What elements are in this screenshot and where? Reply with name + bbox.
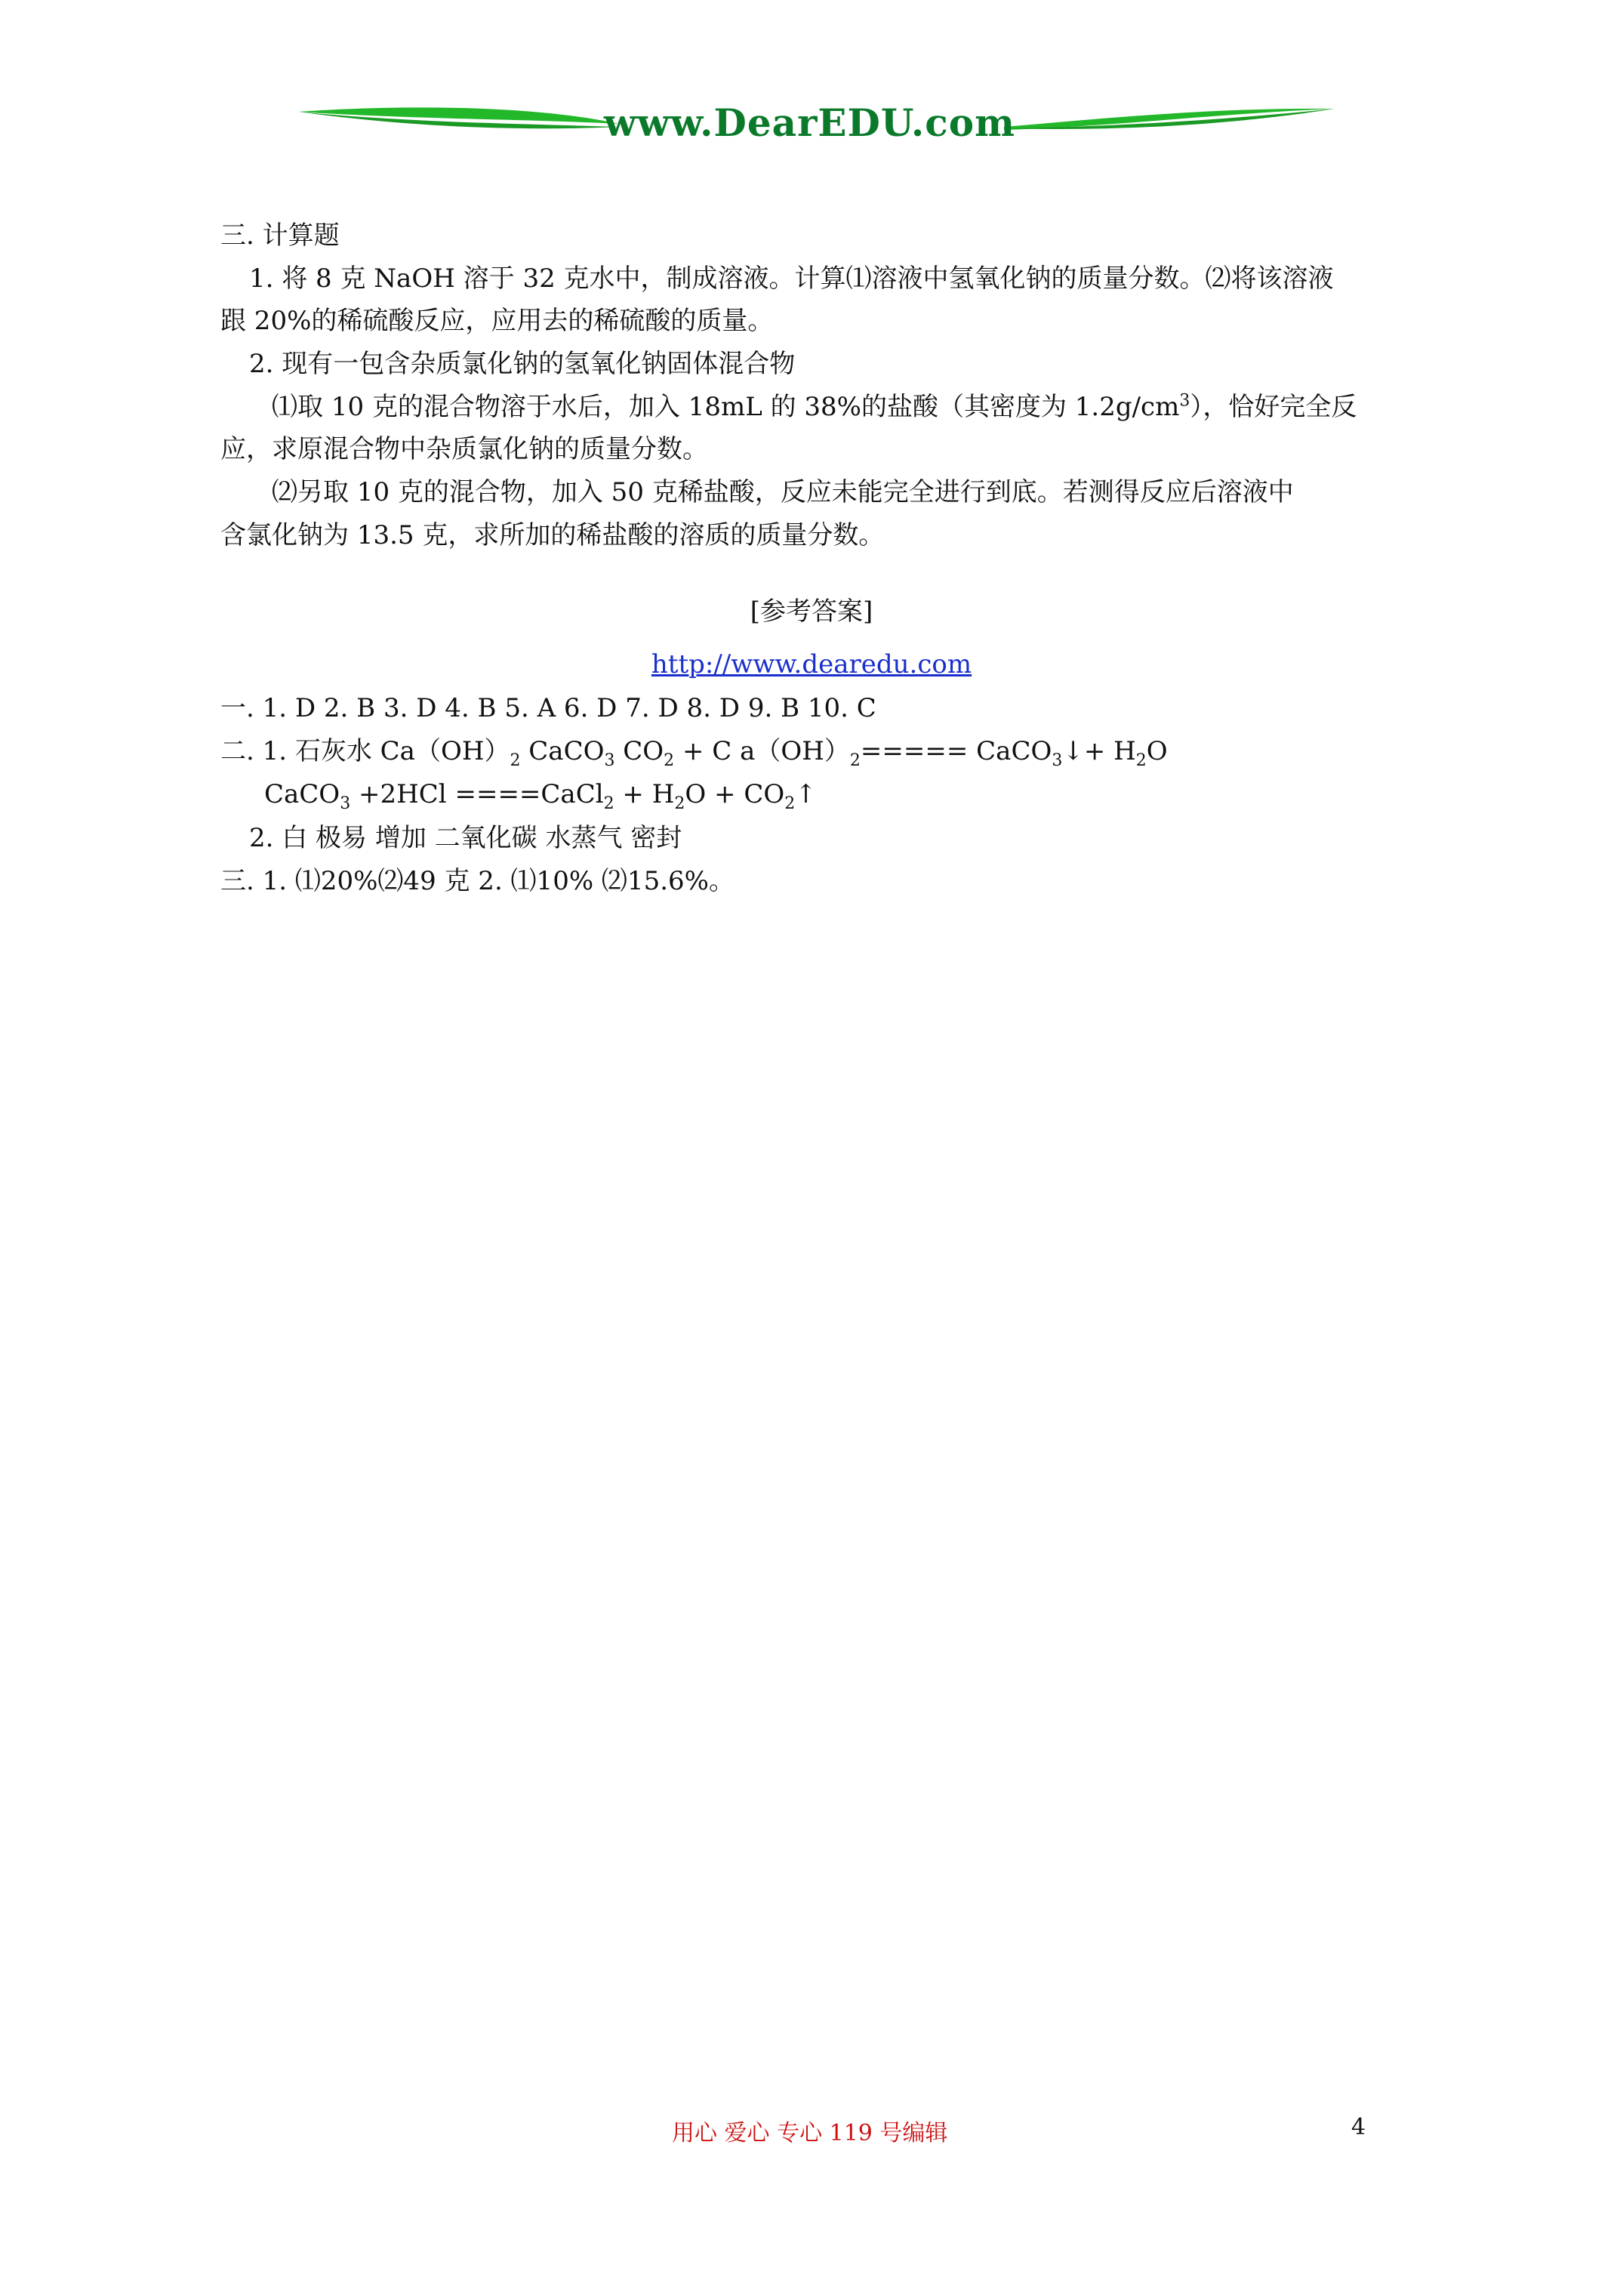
question-1-line-1: 1. 将 8 克 NaOH 溶于 32 克水中，制成溶液。计算⑴溶液中氢氧化钠的质量分数。⑵将该溶液 (249, 264, 1334, 294)
question-2-part-1-line-1: ⑴取 10 克的混合物溶于水后，加入 18mL 的 38%的盐酸（其密度为 $1.2g/cm^3$），恰好完全反 (272, 391, 1357, 422)
question-2-part-2-line-1: ⑵另取 10 克的混合物，加入 50 克稀盐酸，反应未能完全进行到底。若测得反应后溶液中 (272, 477, 1294, 507)
dearedu-link[interactable]: http://www.dearedu.com (651, 649, 972, 680)
question-1-line-2: 跟 20%的稀硫酸反应，应用去的稀硫酸的质量。 (220, 306, 774, 336)
footer-slogan: 用心 爱心 专心 119 号编辑 (672, 2120, 948, 2147)
site-logo-text: www.DearEDU.com (604, 100, 1016, 145)
section-title-calc: 三. 计算题 (220, 220, 340, 251)
header-banner (294, 97, 1336, 149)
question-2-intro: 2. 现有一包含杂质氯化钠的氢氧化钠固体混合物 (249, 349, 796, 379)
answers-section-2-line-2: 2. 白 极易 增加 二氧化碳 水蒸气 密封 (249, 823, 682, 853)
question-2-part-1-line-2: 应，求原混合物中杂质氯化钠的质量分数。 (220, 434, 708, 464)
answers-section-2-equation: CaCO$_3$ +2HCl ====CaCl$_2$ + $H_2O$ + $CO_2↑$ (264, 779, 817, 813)
answers-section-3: 三. 1. ⑴20%⑵49 克 2. ⑴10% ⑵15.6%。 (220, 866, 735, 896)
question-2-part-2-line-2: 含氯化钠为 13.5 克，求所加的稀盐酸的溶质的质量分数。 (220, 520, 885, 550)
answers-section-2-line-1: 二. 1. 石灰水 $Ca(OH)_2$ CaCO$_3$ $CO_2 + C$ $a(OH)_2=====$ CaCO$_3$↓+ $H_2O$ (220, 736, 1168, 770)
page-number: 4 (1351, 2114, 1366, 2140)
answers-section-1: 一. 1. D 2. B 3. D 4. B 5. A 6. D 7. D 8. D 9. B 10. C (220, 693, 876, 723)
answers-title: [参考答案] (750, 596, 873, 627)
answers-link-row (0, 649, 1623, 680)
